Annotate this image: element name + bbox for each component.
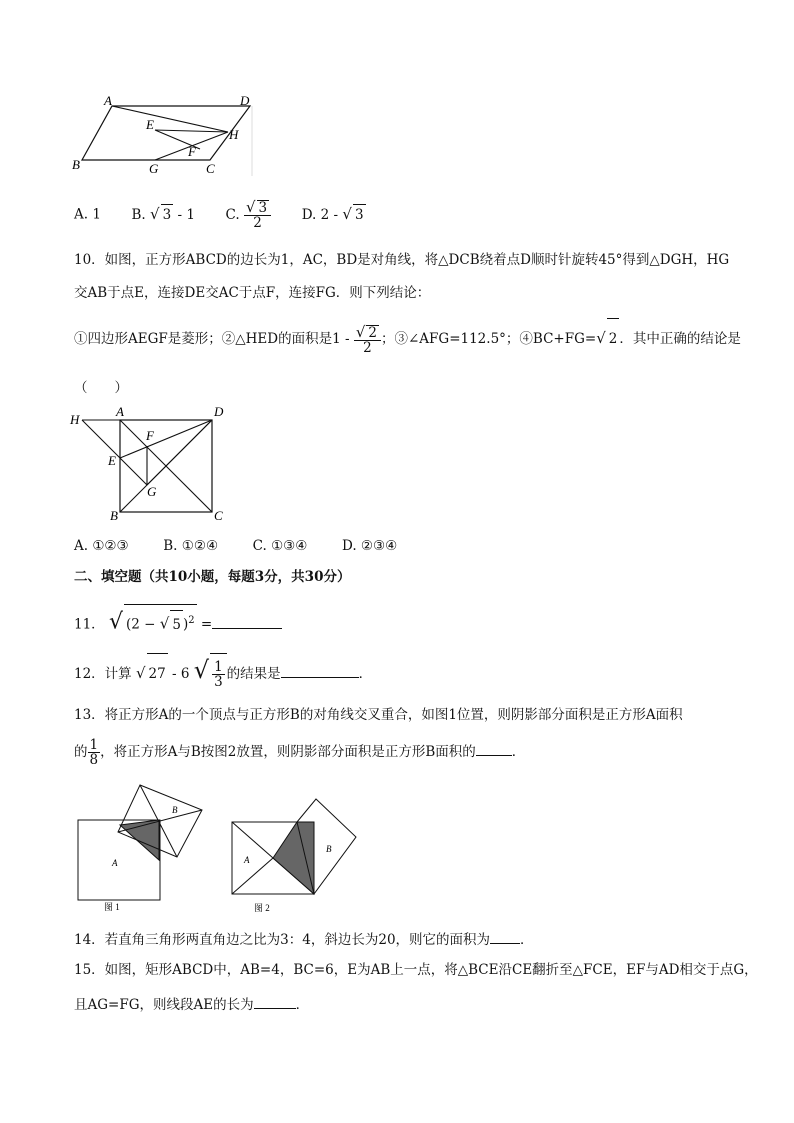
q12-answer-blank[interactable]	[281, 663, 359, 678]
q9-choice-c[interactable]: C. $\frac{√ 3}{2}$	[226, 207, 276, 223]
q9-label-A: A	[104, 93, 112, 108]
q11-answer-blank[interactable]	[212, 614, 282, 629]
q13-fig2-label-A: A	[244, 855, 250, 865]
q9-choices	[74, 200, 366, 230]
q15-line1: 15．如图，矩形ABCD中，AB=4，BC=6，E为AB上一点，将△BCE沿CE翻折至△FCE，EF与AD相交于点G，	[74, 962, 758, 978]
q13-line2: 的 $\frac{1}{8}$ ，将正方形A与B按图2放置，则阴影部分面积是正方形B面积的 ．	[74, 737, 526, 768]
q10-label-D: D	[214, 404, 224, 419]
q13-figure-2	[226, 797, 361, 915]
q9-label-B: B	[72, 157, 80, 172]
q10-choice-c[interactable]: C. ①③④	[252, 538, 308, 554]
q13-figure-1	[74, 780, 214, 915]
q9-label-E: E	[146, 117, 154, 132]
q10-label-E: E	[108, 453, 116, 468]
q9-choice-a[interactable]: A. 1	[74, 206, 101, 223]
q13-fig1-label-A: A	[112, 858, 118, 868]
q10-line2: 交AB于点E，连接DE交AC于点F，连接FG．则下列结论：	[74, 285, 431, 301]
q9-label-H: H	[229, 127, 239, 142]
q9-label-G: G	[149, 161, 159, 176]
q13-fig2-label-B: B	[326, 844, 332, 854]
q10-choice-b[interactable]: B. ①②④	[163, 538, 219, 554]
q9-label-D: D	[240, 93, 250, 108]
q14: 14．若直角三角形两直角边之比为3：4，斜边长为20，则它的面积为 ．	[74, 929, 534, 950]
q13-answer-blank[interactable]	[476, 741, 512, 756]
q9-label-C: C	[206, 161, 215, 176]
q10-label-G: G	[147, 484, 157, 499]
q13-line1: 13．将正方形A的一个顶点与正方形B的对角线交叉重合，如图1位置，则阴影部分面积是正方形A面积	[74, 707, 683, 723]
q10-label-B: B	[110, 508, 118, 523]
q9-label-F: F	[188, 144, 196, 159]
q10-conclusions: ①四边形AEGF是菱形；②△HED的面积是1 - $\frac{√ 2}{2}$ ；③∠AFG=112.5°；④BC+FG=√ 2 ．其中正确的结论是	[74, 318, 741, 359]
q10-choice-d[interactable]: D. ②③④	[341, 538, 398, 554]
q9-figure	[60, 92, 270, 182]
q10-choices	[74, 536, 397, 556]
q9-choice-b[interactable]: B. √ 3 - 1	[131, 204, 195, 223]
section2-title: 二、填空题（共10小题，每题3分，共30分）	[74, 569, 351, 585]
q10-choice-a[interactable]: A. ①②③	[74, 538, 129, 554]
q10-paren: （ ）	[74, 380, 128, 396]
q9-choice-d[interactable]: D. 2 - √ 3	[301, 204, 364, 223]
q15-line2: 且AG=FG，则线段AE的长为 ．	[74, 994, 309, 1015]
q10-label-C: C	[214, 508, 223, 523]
q10-line1: 10．如图，正方形ABCD的边长为1，AC，BD是对角线，将△DCB绕着点D顺时针旋转45°得到△DGH，HG	[74, 252, 730, 268]
q10-figure	[64, 403, 234, 528]
q12: 12．计算 √ 27 - 6 √ $\frac{1}{3}$ 的结果是 ．	[74, 650, 372, 694]
q11: 11． √ (2 − √ 5 )$^2$ =	[74, 604, 282, 639]
q13-fig1-caption: 图 1	[104, 902, 120, 912]
q10-label-H: H	[70, 412, 80, 427]
q13-fig1-label-B: B	[172, 805, 178, 815]
q13-fig2-caption: 图 2	[254, 903, 270, 913]
q14-answer-blank[interactable]	[490, 929, 520, 944]
q10-label-A: A	[116, 404, 124, 419]
q15-answer-blank[interactable]	[254, 994, 296, 1009]
q10-label-F: F	[146, 428, 154, 443]
